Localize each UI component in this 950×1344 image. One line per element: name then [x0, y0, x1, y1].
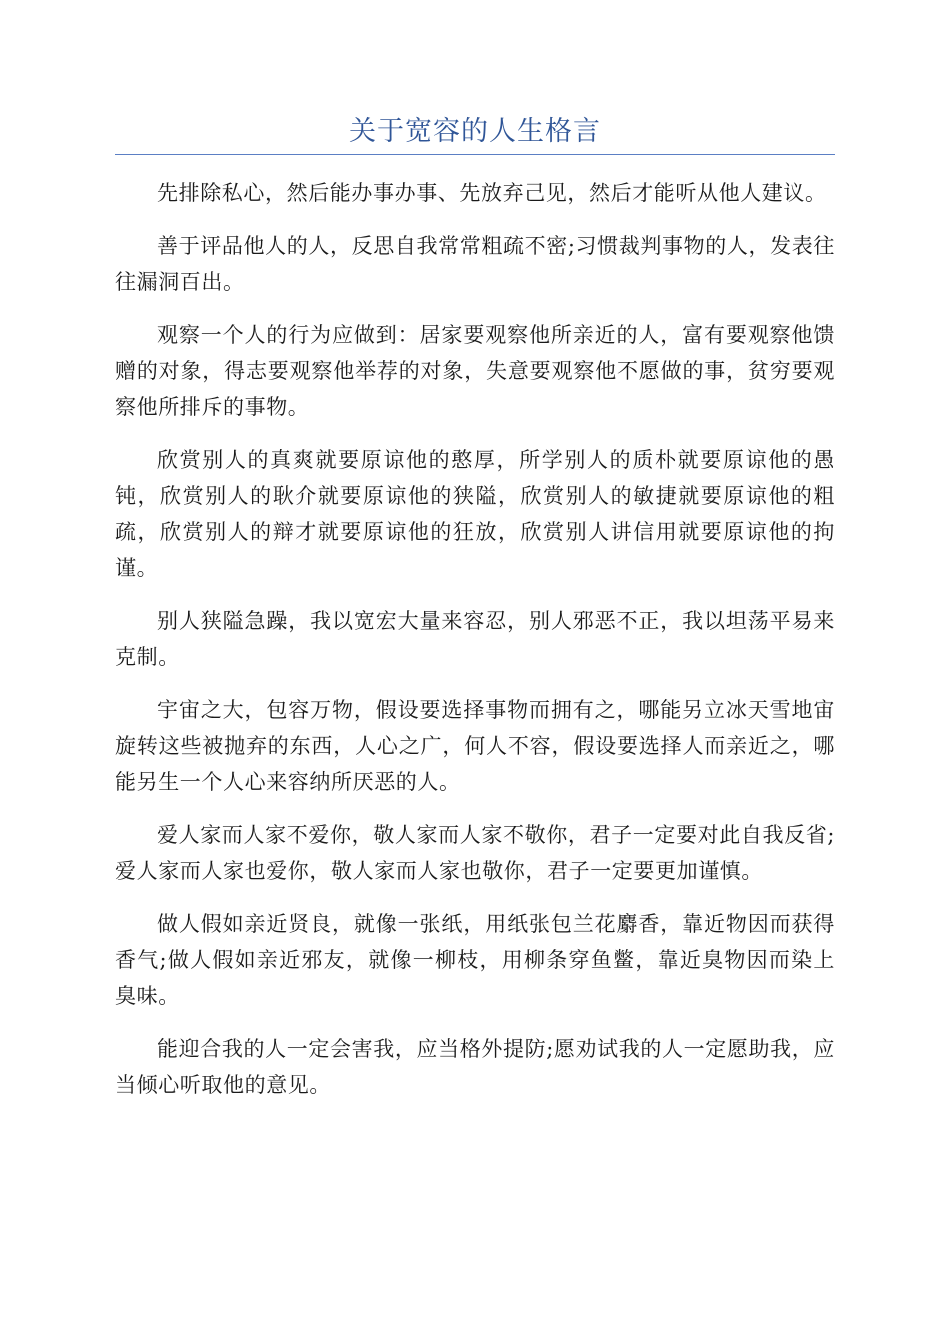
paragraph-8: 做人假如亲近贤良，就像一张纸，用纸张包兰花麝香，靠近物因而获得香气;做人假如亲近邪友，就像一柳枝，用柳条穿鱼鳖，靠近臭物因而染上臭味。 [115, 912, 835, 1008]
paragraph-4: 欣赏别人的真爽就要原谅他的憨厚，所学别人的质朴就要原谅他的愚钝，欣赏别人的耿介就要原谅他的狭隘，欣赏别人的敏捷就要原谅他的粗疏，欣赏别人的辩才就要原谅他的狂放，欣赏别人讲信用就要原谅他的拘谨。 [115, 448, 835, 580]
document-page [115, 112, 835, 1120]
paragraph-1: 先排除私心，然后能办事办事、先放弃己见，然后才能听从他人建议。 [157, 181, 827, 205]
paragraph-9: 能迎合我的人一定会害我，应当格外提防;愿劝试我的人一定愿助我，应当倾心听取他的意见。 [115, 1037, 835, 1097]
document-body [115, 175, 835, 1103]
paragraph-2: 善于评品他人的人，反思自我常常粗疏不密;习惯裁判事物的人，发表往往漏洞百出。 [115, 234, 835, 294]
paragraph-3: 观察一个人的行为应做到：居家要观察他所亲近的人，富有要观察他馈赠的对象，得志要观察他举荐的对象，失意要观察他不愿做的事，贫穷要观察他所排斥的事物。 [115, 323, 835, 419]
page-title: 关于宽容的人生格言 [115, 112, 835, 155]
paragraph-7: 爱人家而人家不爱你，敬人家而人家不敬你，君子一定要对此自我反省;爱人家而人家也爱你，敬人家而人家也敬你，君子一定要更加谨慎。 [115, 823, 835, 883]
paragraph-5: 别人狭隘急躁，我以宽宏大量来容忍，别人邪恶不正，我以坦荡平易来克制。 [115, 609, 835, 669]
paragraph-6: 宇宙之大，包容万物，假设要选择事物而拥有之，哪能另立冰天雪地宙旋转这些被抛弃的东西，人心之广，何人不容，假设要选择人而亲近之，哪能另生一个人心来容纳所厌恶的人。 [115, 698, 835, 794]
